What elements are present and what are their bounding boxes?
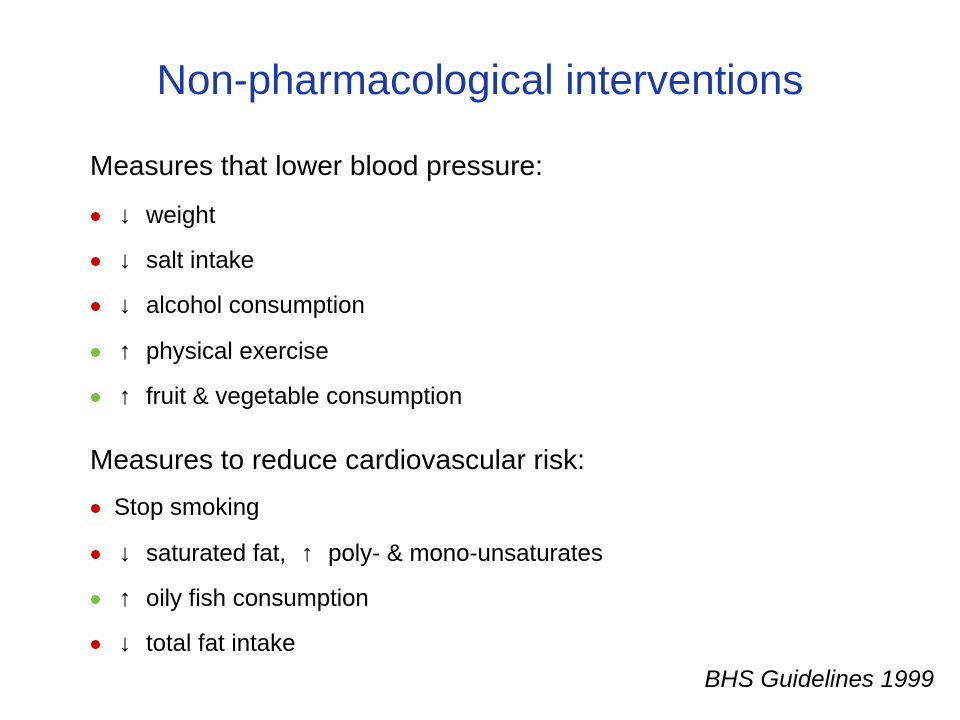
list-item-text: poly- & mono-unsaturates [328, 540, 603, 567]
list-item-text: saturated fat, [146, 540, 287, 567]
list-item-text: physical exercise [146, 338, 329, 365]
list-item-text: weight [146, 202, 216, 229]
bullet-icon [91, 640, 100, 649]
arrow-down-icon: ↓ [119, 202, 131, 229]
bullet-icon [91, 504, 100, 513]
arrow-up-icon: ↑ [119, 585, 131, 612]
bullet-icon [91, 393, 100, 402]
list-item [90, 334, 329, 370]
slide-title: Non-pharmacological interventions [156, 56, 804, 103]
list-item [90, 490, 259, 526]
list-item [90, 581, 369, 617]
arrow-down-icon: ↓ [119, 630, 131, 657]
bullet-icon [91, 212, 100, 221]
bullet-icon [91, 550, 100, 559]
bullet-icon [91, 595, 100, 604]
arrow-down-icon: ↓ [119, 540, 131, 567]
list-item [90, 379, 462, 415]
list-item-text: salt intake [146, 247, 255, 274]
list-item [90, 626, 295, 662]
section-heading-cardiovascular-risk: Measures to reduce cardiovascular risk: [90, 444, 585, 475]
list-item-text: total fat intake [146, 630, 296, 657]
list-item-text: alcohol consumption [146, 292, 365, 319]
list-item-text: fruit & vegetable consumption [146, 383, 463, 410]
bullet-icon [91, 302, 100, 311]
bullet-icon [91, 348, 100, 357]
arrow-down-icon: ↓ [119, 292, 131, 319]
list-item [90, 243, 254, 279]
arrow-down-icon: ↓ [119, 247, 131, 274]
list-item [90, 536, 603, 572]
section-heading-blood-pressure: Measures that lower blood pressure: [90, 150, 543, 181]
arrow-up-icon: ↑ [119, 383, 131, 410]
list-item-text: Stop smoking [114, 494, 260, 521]
list-item [90, 288, 365, 324]
arrow-up-icon: ↑ [301, 540, 314, 567]
bullet-icon [91, 257, 100, 266]
list-item [90, 198, 215, 234]
list-item-text: oily fish consumption [146, 585, 369, 612]
arrow-up-icon: ↑ [119, 338, 131, 365]
source-citation: BHS Guidelines 1999 [704, 666, 934, 693]
